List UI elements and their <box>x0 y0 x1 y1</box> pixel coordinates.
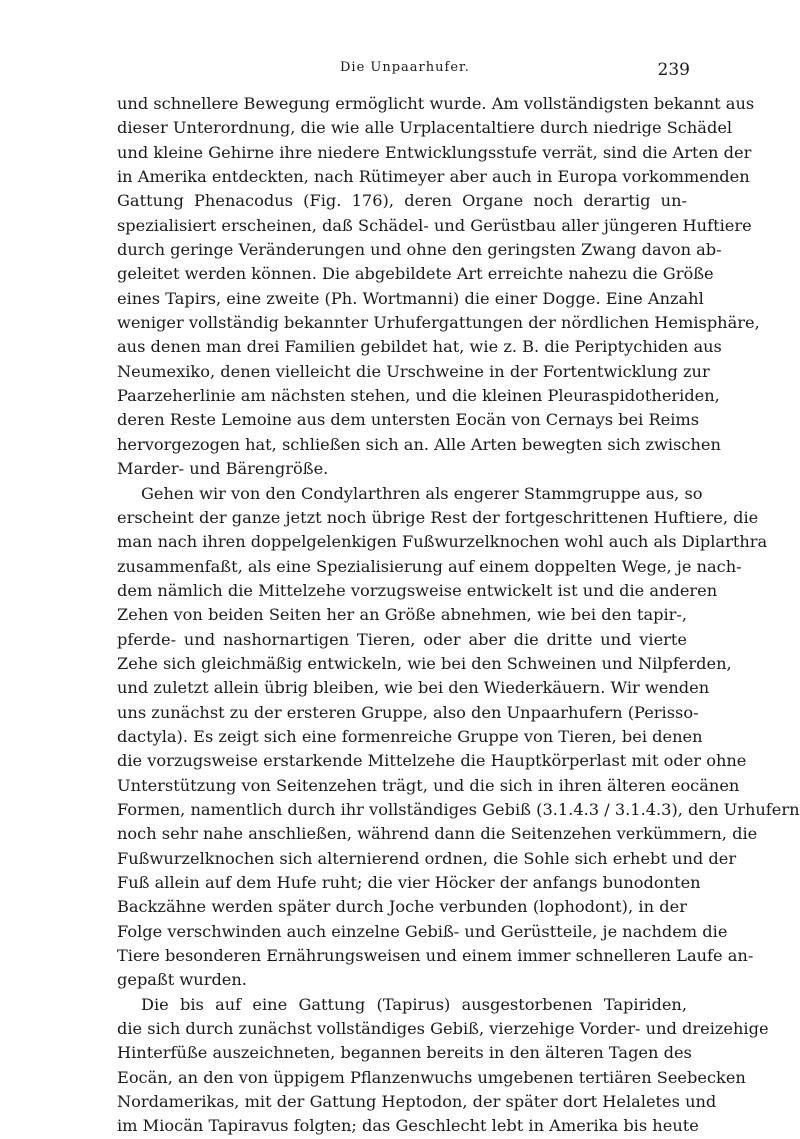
text-line: und kleine Gehirne ihre niedere Entwicklungsstufe verrät, sind die Arten der <box>117 142 752 162</box>
text-line: Fuß allein auf dem Hufe ruht; die vier Höcker der anfangs bunodonten <box>117 873 701 892</box>
text-line: geleitet werden können. Die abgebildete Art erreichte nahezu die Größe <box>117 264 714 284</box>
text-line: Die bis auf eine Gattung (Tapirus) ausgestorbenen Tapiriden, <box>141 994 687 1014</box>
text-line: deren Reste Lemoine aus dem untersten Eocän von Cernays bei Reims <box>117 410 700 430</box>
text-line: Backzähne werden später durch Joche verbunden (lophodont), in der <box>117 897 687 917</box>
text-line: Folge verschwinden auch einzelne Gebiß- und Gerüstteile, je nachdem die <box>117 921 728 941</box>
text-line: Hinterfüße auszeichneten, begannen bereits in den älteren Tagen des <box>117 1043 692 1063</box>
text-line: die sich durch zunächst vollständiges Gebiß, vierzehige Vorder- und dreizehige <box>117 1019 769 1039</box>
page-number: 239 <box>657 60 690 80</box>
text-line: Nordamerikas, mit der Gattung Heptodon, der später dort Helaletes und <box>117 1092 717 1112</box>
text-line: und schnellere Bewegung ermöglicht wurde. Am vollständigsten bekannt aus <box>117 94 755 113</box>
running-head <box>0 60 800 84</box>
text-line: gepaßt wurden. <box>117 970 247 990</box>
text-line: Tiere besonderen Ernährungsweisen und einem immer schnelleren Laufe an- <box>117 946 754 966</box>
text-line: weniger vollständig bekannter Urhufergattungen der nördlichen Hemisphäre, <box>117 313 760 333</box>
text-line: dactyla). Es zeigt sich eine formenreiche Gruppe von Tieren, bei denen <box>117 726 703 746</box>
text-line: Fußwurzelknochen sich alternierend ordnen, die Sohle sich erhebt und der <box>117 848 737 868</box>
text-line: Zehen von beiden Seiten her an Größe abnehmen, wie bei den tapir-, <box>117 605 687 625</box>
text-line: Paarzeherlinie am nächsten stehen, und die kleinen Pleuraspidotheriden, <box>117 386 720 406</box>
text-line: dieser Unterordnung, die wie alle Urplacentaltiere durch niedrige Schädel <box>117 118 733 138</box>
text-line: durch geringe Veränderungen und ohne den geringsten Zwang davon ab- <box>117 240 722 260</box>
text-line: im Miocän Tapiravus folgten; das Geschlecht lebt in Amerika bis heute <box>117 1116 699 1136</box>
text-line: zusammenfaßt, als eine Spezialisierung auf einem doppelten Wege, je nach- <box>117 556 742 576</box>
text-line: Zehe sich gleichmäßig entwickeln, wie bei den Schweinen und Nilpferden, <box>117 653 732 673</box>
text-line: Gattung Phenacodus (Fig. 176), deren Organe noch derartig un- <box>117 191 687 211</box>
text-line: man nach ihren doppelgelenkigen Fußwurzelknochen wohl auch als Diplarthra <box>117 532 768 552</box>
text-line: Eocän, an den von üppigem Pflanzenwuchs umgebenen tertiären Seebecken <box>117 1067 746 1087</box>
text-line: uns zunächst zu der ersteren Gruppe, also den Unpaarhufern (Perisso- <box>117 702 699 722</box>
text-line: pferde- und nashornartigen Tieren, oder aber die dritte und vierte <box>117 629 687 649</box>
text-line: dem nämlich die Mittelzehe vorzugsweise entwickelt ist und die anderen <box>117 580 718 600</box>
text-line: Marder- und Bärengröße. <box>117 459 329 479</box>
text-line: hervorgezogen hat, schließen sich an. Alle Arten bewegten sich zwischen <box>117 434 721 454</box>
text-line: noch sehr nahe anschließen, während dann die Seitenzehen verkümmern, die <box>117 824 758 844</box>
text-line: aus denen man drei Familien gebildet hat, wie z. B. die Periptychiden aus <box>117 337 722 357</box>
text-line: spezialisiert erscheinen, daß Schädel- und Gerüstbau aller jüngeren Huftiere <box>117 215 752 235</box>
text-line: erscheint der ganze jetzt noch übrige Rest der fortgeschrittenen Huftiere, die <box>117 507 759 527</box>
text-line: Neumexiko, denen vielleicht die Urschweine in der Fortentwicklung zur <box>117 361 710 381</box>
text-line: und zuletzt allein übrig bleiben, wie bei den Wiederkäuern. Wir wenden <box>117 678 710 698</box>
text-line: in Amerika entdeckten, nach Rütimeyer aber auch in Europa vorkommenden <box>117 167 750 187</box>
text-line: Formen, namentlich durch ihr vollständiges Gebiß (3.1.4.3 / 3.1.4.3), den Urhufern <box>117 799 800 819</box>
text-line: eines Tapirs, eine zweite (Ph. Wortmanni) die einer Dogge. Eine Anzahl <box>117 288 704 308</box>
text-line: Gehen wir von den Condylarthren als engerer Stammgruppe aus, so <box>141 483 703 503</box>
body-text <box>117 92 800 1139</box>
text-line: Unterstützung von Seitenzehen trägt, und die sich in ihren älteren eocänen <box>117 775 740 795</box>
text-line: die vorzugsweise erstarkende Mittelzehe die Hauptkörperlast mit oder ohne <box>117 751 747 771</box>
running-title: Die Unpaarhufer. <box>340 60 470 75</box>
